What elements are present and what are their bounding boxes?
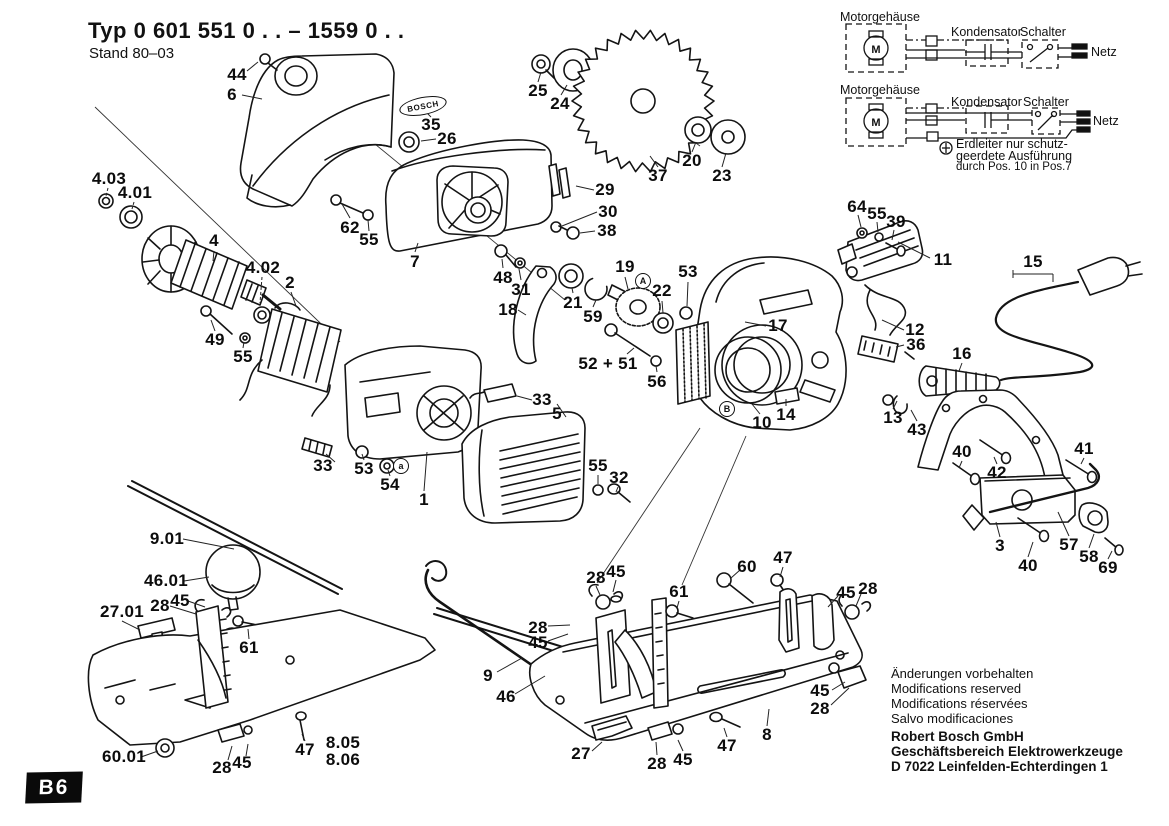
part-label-41: 41 xyxy=(1074,439,1094,458)
part-label-55: 55 xyxy=(233,347,253,366)
part-label-27: 27 xyxy=(571,744,591,763)
part-label-38: 38 xyxy=(597,221,617,240)
part-label-16: 16 xyxy=(952,344,972,363)
part-label-60.01: 60.01 xyxy=(101,747,147,766)
part-label-56: 56 xyxy=(647,372,667,391)
part-label-40: 40 xyxy=(952,442,972,461)
part-label-4: 4 xyxy=(209,231,219,250)
part-label-4.03: 4.03 xyxy=(91,169,127,188)
brand-logo: BOSCH xyxy=(398,93,449,120)
part-label-4.01: 4.01 xyxy=(117,183,153,202)
modification-notices xyxy=(891,666,1033,726)
part-label-20: 20 xyxy=(682,151,702,170)
part-label-9: 9 xyxy=(483,666,493,685)
part-label-28: 28 xyxy=(528,618,548,637)
schematic2-switch-label: Schalter xyxy=(1023,95,1069,109)
company-address xyxy=(891,729,1123,774)
part-label-15: 15 xyxy=(1023,252,1043,271)
part-label-46: 46 xyxy=(496,687,516,706)
part-label-28: 28 xyxy=(586,568,606,587)
part-label-8: 8 xyxy=(762,725,772,744)
notice-line: Änderungen vorbehalten xyxy=(891,666,1034,681)
company-line: Robert Bosch GmbH xyxy=(891,729,1024,744)
part-label-59: 59 xyxy=(583,307,603,326)
part-label-55: 55 xyxy=(588,456,608,475)
part-label-28: 28 xyxy=(150,596,170,615)
part-label-29: 29 xyxy=(595,180,615,199)
part-label-17: 17 xyxy=(768,316,788,335)
part-label-53: 53 xyxy=(678,262,698,281)
ground-note xyxy=(956,139,1072,174)
part-label-13: 13 xyxy=(883,408,903,427)
schematic1-switch-label: Schalter xyxy=(1020,25,1066,39)
part-label-33: 33 xyxy=(313,456,333,475)
part-label-24: 24 xyxy=(550,94,570,113)
part-label-60: 60 xyxy=(737,557,757,576)
part-label-22: 22 xyxy=(652,281,672,300)
company-line: D 7022 Leinfelden-Echterdingen 1 xyxy=(891,759,1108,774)
part-label-46.01: 46.01 xyxy=(143,571,189,590)
sheet-code-badge: B6 xyxy=(25,772,83,804)
page-title: Typ 0 601 551 0 . . – 1559 0 . . xyxy=(88,18,405,43)
part-label-47: 47 xyxy=(295,740,315,759)
schematic1-capacitor-label: Kondensator xyxy=(951,25,1022,39)
schematic2-mains-label: Netz xyxy=(1093,114,1119,128)
schematic2-housing-label: Motorgehäuse xyxy=(840,83,920,97)
part-label-11: 11 xyxy=(933,250,953,269)
part-label-40: 40 xyxy=(1018,556,1038,575)
part-label-19: 19 xyxy=(615,257,635,276)
part-label-23: 23 xyxy=(712,166,732,185)
part-label-37: 37 xyxy=(648,166,668,185)
part-label-64: 64 xyxy=(847,197,867,216)
part-label-6: 6 xyxy=(227,85,237,104)
motor-symbol: M xyxy=(871,44,881,56)
part-label-36: 36 xyxy=(906,335,926,354)
part-label-12: 12 xyxy=(905,320,925,339)
part-label-8.05: 8.05 xyxy=(325,733,361,752)
page-subtitle: Stand 80–03 xyxy=(89,45,175,62)
notice-line: Salvo modificaciones xyxy=(891,711,1014,726)
part-label-33: 33 xyxy=(532,390,552,409)
circled-marker-B: B xyxy=(719,401,735,417)
part-label-61: 61 xyxy=(239,638,259,657)
part-label-27.01: 27.01 xyxy=(99,602,145,621)
part-label-9.01: 9.01 xyxy=(149,529,185,548)
ground-note-line: durch Pos. 10 in Pos.7 xyxy=(956,161,1072,173)
ground-note-line: Erdleiter nur schutz- xyxy=(956,137,1068,151)
notice-line: Modifications reserved xyxy=(891,681,1022,696)
circled-marker-A: A xyxy=(635,273,651,289)
part-label-45: 45 xyxy=(836,583,856,602)
part-label-39: 39 xyxy=(886,212,906,231)
part-label-52+51: 52 + 51 xyxy=(578,354,638,373)
part-label-55: 55 xyxy=(867,204,887,223)
schematic1-housing-label: Motorgehäuse xyxy=(840,10,920,24)
part-label-49: 49 xyxy=(205,330,225,349)
part-label-7: 7 xyxy=(410,252,420,271)
part-label-28: 28 xyxy=(212,758,232,777)
part-label-45: 45 xyxy=(810,681,830,700)
part-label-55: 55 xyxy=(359,230,379,249)
part-label-35: 35 xyxy=(421,115,441,134)
part-label-21: 21 xyxy=(563,293,583,312)
notice-line: Modifications réservées xyxy=(891,696,1028,711)
part-label-8.06: 8.06 xyxy=(325,750,361,769)
part-label-48: 48 xyxy=(493,268,513,287)
circled-marker-a: a xyxy=(393,458,409,474)
part-label-53: 53 xyxy=(354,459,374,478)
part-label-14: 14 xyxy=(776,405,796,424)
schematic1-mains-label: Netz xyxy=(1091,45,1117,59)
part-label-43: 43 xyxy=(907,420,927,439)
part-label-58: 58 xyxy=(1079,547,1099,566)
part-label-18: 18 xyxy=(498,300,518,319)
part-label-5: 5 xyxy=(552,404,562,423)
ground-note-line: geerdete Ausführung xyxy=(956,148,1073,163)
part-label-47: 47 xyxy=(773,548,793,567)
part-label-42: 42 xyxy=(987,463,1007,482)
part-label-28: 28 xyxy=(647,754,667,773)
part-label-10: 10 xyxy=(752,413,772,432)
part-label-45: 45 xyxy=(673,750,693,769)
part-label-1: 1 xyxy=(419,490,429,509)
schematic2-capacitor-label: Kondensator xyxy=(951,95,1022,109)
part-label-30: 30 xyxy=(598,202,618,221)
part-label-31: 31 xyxy=(511,280,531,299)
company-line: Geschäftsbereich Elektrowerkzeuge xyxy=(891,744,1123,759)
part-label-45: 45 xyxy=(528,633,548,652)
part-label-69: 69 xyxy=(1098,558,1118,577)
part-label-32: 32 xyxy=(609,468,629,487)
part-label-54: 54 xyxy=(380,475,400,494)
part-label-4.02: 4.02 xyxy=(245,258,281,277)
part-label-47: 47 xyxy=(717,736,737,755)
part-label-25: 25 xyxy=(528,81,548,100)
part-label-57: 57 xyxy=(1059,535,1079,554)
motor-symbol: M xyxy=(871,117,881,129)
part-label-26: 26 xyxy=(437,129,457,148)
part-label-61: 61 xyxy=(669,582,689,601)
part-label-28: 28 xyxy=(810,699,830,718)
part-label-45: 45 xyxy=(606,562,626,581)
part-label-28: 28 xyxy=(858,579,878,598)
part-label-62: 62 xyxy=(340,218,360,237)
part-label-45: 45 xyxy=(232,753,252,772)
part-label-45: 45 xyxy=(170,591,190,610)
part-label-3: 3 xyxy=(995,536,1005,555)
part-label-44: 44 xyxy=(227,65,247,84)
part-label-2: 2 xyxy=(285,273,295,292)
